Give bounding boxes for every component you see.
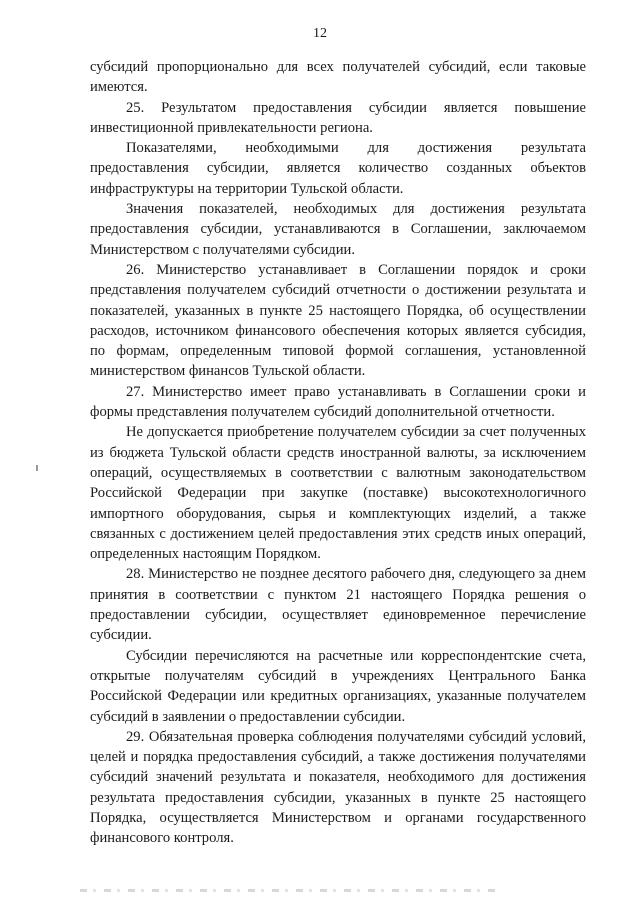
page-number: 12 xyxy=(313,26,327,41)
scan-artifact-mark xyxy=(36,465,38,471)
paragraph-item-28: 28. Министерство не позднее десятого рабочего дня, следующего за днем принятия в соответствии с пунктом 21 настоящего Порядка решения о предоставлении субсидии, осуществляет единовременное перечисление субсидии. xyxy=(90,566,586,644)
scan-artifact-footer xyxy=(80,889,500,892)
paragraph-indicators: Показателями, необходимыми для достижения результата предоставления субсидии, является количество созданных объектов инфраструктуры на территории Тульской области. xyxy=(90,140,586,197)
paragraph-transfer-accounts: Субсидии перечисляются на расчетные или корреспондентские счета, открытые получателям субсидий в учреждениях Центрального Банка Российской Федерации или кредитных организациях, указанные получателем субсидий в заявлении о предоставлении субсидии. xyxy=(90,647,586,725)
document-body xyxy=(90,57,586,849)
paragraph-item-26: 26. Министерство устанавливает в Соглашении порядок и сроки представления получателем субсидий отчетности о достижении результата и показателей, указанных в пункте 25 настоящего Порядка, об осуществлении расходов, источником финансового обеспечения которых является субсидия, по формам, определенным типовой формой соглашения, установленной министерством финансов Тульской области. xyxy=(90,261,586,380)
paragraph-item-27: 27. Министерство имеет право устанавливать в Соглашении сроки и формы представления получателем субсидий дополнительной отчетности. xyxy=(90,383,586,421)
paragraph-currency-restriction: Не допускается приобретение получателем субсидии за счет полученных из бюджета Тульской области средств иностранной валюты, за исключением операций, осуществляемых в соответствии с валютным законодательством Российской Федерации при закупке (поставке) высокотехнологичного импортного оборудования, сырья и комплектующих изделий, а также связанных с достижением целей предоставления этих средств иных операций, определенных настоящим Порядком. xyxy=(90,424,586,563)
paragraph-continuation: субсидий пропорционально для всех получателей субсидий, если таковые имеются. xyxy=(90,59,586,96)
paragraph-item-25: 25. Результатом предоставления субсидии является повышение инвестиционной привлекательности региона. xyxy=(90,99,586,136)
paragraph-item-29: 29. Обязательная проверка соблюдения получателями субсидий условий, целей и порядка предоставления субсидий, а также достижения получателями субсидий значений результата и показателя, необходимого для достижения результата предоставления субсидии, указанных в пункте 25 настоящего Порядка, осуществляется Министерством и органами государственного финансового контроля. xyxy=(90,728,586,847)
paragraph-indicator-values: Значения показателей, необходимых для достижения результата предоставления субсидии, устанавливаются в Соглашении, заключаемом Министерством с получателями субсидии. xyxy=(90,201,586,258)
